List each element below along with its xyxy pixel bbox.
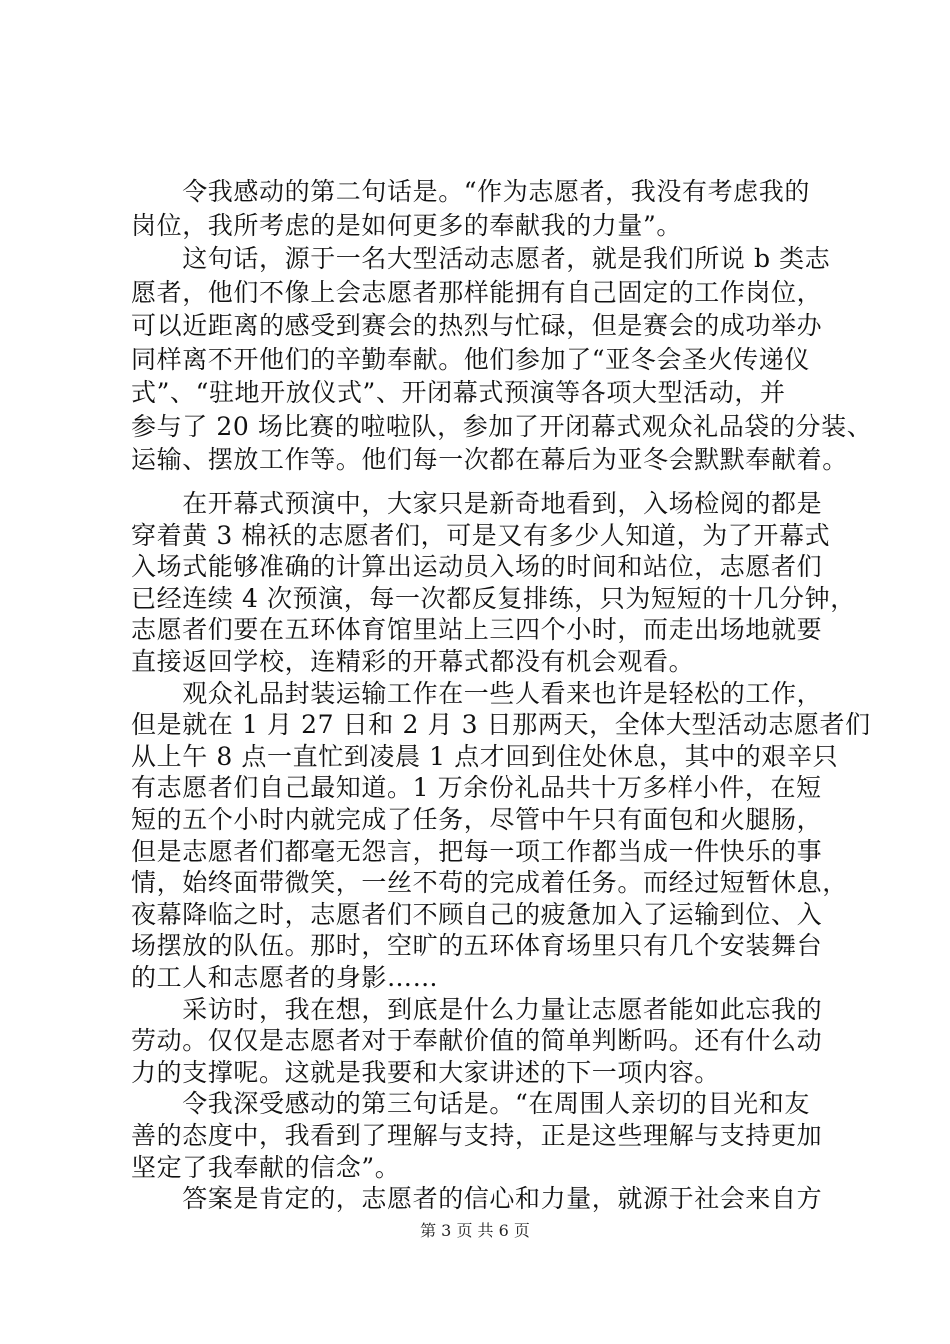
text-line: 采访时，我在想，到底是什么力量让志愿者能如此忘我的 <box>131 994 823 1024</box>
text-line: 可以近距离的感受到赛会的热烈与忙碌，但是赛会的成功举办 <box>131 311 823 340</box>
text-line: 入场式能够准确的计算出运动员入场的时间和站位，志愿者们 <box>131 552 823 582</box>
page-footer: 第 3 页 共 6 页 <box>420 1221 530 1240</box>
text-line: 从上午 8 点一直忙到凌晨 1 点才回到住处休息，其中的艰辛只 <box>131 741 839 771</box>
text-line: 同样离不开他们的辛勤奉献。他们参加了“亚冬会圣火传递仪 <box>131 344 810 374</box>
text-line: 观众礼品封装运输工作在一些人看来也许是轻松的工作， <box>131 678 823 708</box>
text-line: 但是就在 1 月 27 日和 2 月 3 日那两天，全体大型活动志愿者们 <box>131 710 871 740</box>
text-line: 愿者，他们不像上会志愿者那样能拥有自己固定的工作岗位， <box>131 277 823 307</box>
text-line: 这句话，源于一名大型活动志愿者，就是我们所说 b 类志 <box>131 244 831 273</box>
text-line: 令我感动的第二句话是。“作为志愿者，我没有考虑我的 <box>131 177 810 206</box>
text-line: 短的五个小时内就完成了任务，尽管中午只有面包和火腿肠， <box>131 805 823 834</box>
text-line: 但是志愿者们都毫无怨言，把每一项工作都当成一件快乐的事 <box>131 836 823 866</box>
text-line: 情，始终面带微笑，一丝不苟的完成着任务。而经过短暂休息， <box>131 868 848 898</box>
text-line: 善的态度中，我看到了理解与支持，正是这些理解与支持更加 <box>131 1121 823 1150</box>
text-line: 有志愿者们自己最知道。1 万余份礼品共十万多样小件，在短 <box>131 773 822 803</box>
text-line: 坚定了我奉献的信念”。 <box>131 1152 401 1182</box>
text-line: 力的支撑呢。这就是我要和大家讲述的下一项内容。 <box>131 1057 720 1087</box>
text-line: 直接返回学校，连精彩的开幕式都没有机会观看。 <box>131 647 695 676</box>
text-line: 劳动。仅仅是志愿者对于奉献价值的简单判断吗。还有什么动 <box>131 1026 823 1056</box>
text-line: 令我深受感动的第三句话是。“在周围人亲切的目光和友 <box>131 1089 810 1119</box>
text-line: 志愿者们要在五环体育馆里站上三四个小时，而走出场地就要 <box>131 615 823 645</box>
text-line: 岗位，我所考虑的是如何更多的奉献我的力量”。 <box>131 210 682 240</box>
text-line: 夜幕降临之时，志愿者们不顾自己的疲惫加入了运输到位、入 <box>131 899 823 929</box>
text-line: 的工人和志愿者的身影…… <box>131 963 439 992</box>
text-line: 式”、“驻地开放仪式”、开闭幕式预演等各项大型活动，并 <box>131 378 786 407</box>
text-line: 已经连续 4 次预演，每一次都反复排练，只为短短的十几分钟， <box>131 583 856 613</box>
text-line: 穿着黄 3 棉袄的志愿者们，可是又有多少人知道，为了开幕式 <box>131 520 831 550</box>
text-line: 场摆放的队伍。那时，空旷的五环体育场里只有几个安装舞台 <box>131 931 823 961</box>
text-line: 运输、摆放工作等。他们每一次都在幕后为亚冬会默默奉献着。 <box>131 445 848 474</box>
text-line: 参与了 20 场比赛的啦啦队，参加了开闭幕式观众礼品袋的分装、 <box>131 411 873 441</box>
text-line: 在开幕式预演中，大家只是新奇地看到，入场检阅的都是 <box>131 489 823 518</box>
text-line: 答案是肯定的，志愿者的信心和力量，就源于社会来自方 <box>131 1184 823 1214</box>
